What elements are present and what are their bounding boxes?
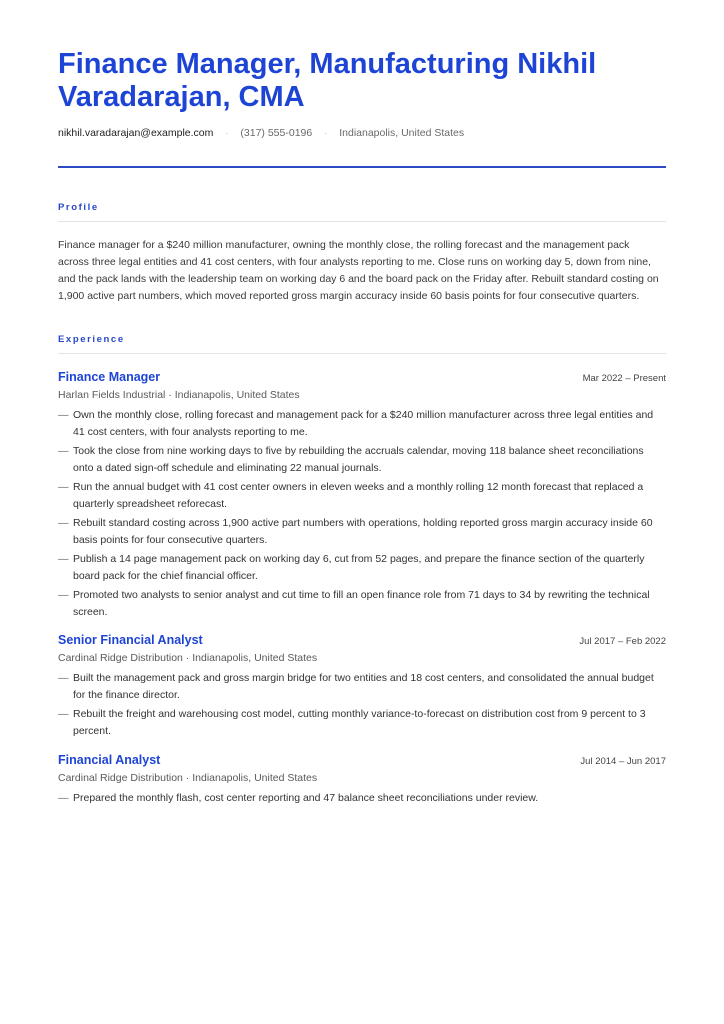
contact-line [58,127,666,139]
job-title: Financial Analyst [58,753,161,767]
bullet-item [58,443,663,477]
job-title: Finance Manager [58,370,161,384]
bullet-text: Run the annual budget with 41 cost center owners in eleven weeks and a monthly rolling 12 month forecast that replaced a quarterly spreadsheet reforecast. [73,481,644,510]
job-header [58,370,666,384]
bullet-text: Own the monthly close, rolling forecast and management pack for a $240 million manufacturer across three legal entities and 41 cost centers, with four analysts reporting to me. [73,409,654,438]
bullet-text: Prepared the monthly flash, cost center reporting and 47 balance sheet reconciliations under review. [73,792,539,804]
job-dates: Jul 2017 – Feb 2022 [579,636,666,647]
job-entry [58,370,666,621]
job-bullets [58,790,666,807]
contact-phone: (317) 555-0196 [240,127,313,139]
job-dates: Jul 2014 – Jun 2017 [580,756,666,767]
job-company: Cardinal Ridge Distribution · Indianapolis, United States [58,652,318,664]
bullet-text: Rebuilt the freight and warehousing cost model, cutting monthly variance-to-forecast on distribution cost from 9 percent to 3 percent. [73,708,646,737]
bullet-marker: — [58,792,69,804]
profile-summary: Finance manager for a $240 million manufacturer, owning the monthly close, the rolling forecast and the management pack across three legal entities and 41 cost centers, with four analysts reporting to me. Close runs on working day 5, down from nine, and the pack lands with the leadership team on working day 6 and the board pack on the Friday after. Rebuilt standard costing on 1,900 active part numbers, which moved reported gross margin accuracy inside 60 basis points for four consecutive quarters. [58,239,659,302]
job-entry [58,753,666,807]
bullet-item [58,706,663,740]
job-dates: Mar 2022 – Present [582,373,666,384]
job-bullets [58,407,666,621]
section-heading-experience: Experience [58,334,666,354]
bullet-item [58,515,663,549]
bullet-item [58,587,663,621]
bullet-marker: — [58,445,69,457]
job-header [58,633,666,647]
bullet-text: Publish a 14 page management pack on working day 6, cut from 52 pages, and prepare the finance section of the quarterly board pack for the chief financial officer. [73,553,645,582]
bullet-marker: — [58,517,69,529]
bullet-text: Rebuilt standard costing across 1,900 active part numbers with operations, holding reported gross margin accuracy inside 60 basis points for four consecutive quarters. [73,517,653,546]
job-header [58,753,666,767]
contact-separator: · [225,128,229,138]
bullet-item [58,670,663,704]
job-company: Harlan Fields Industrial · Indianapolis, United States [58,389,300,401]
bullet-marker: — [58,672,69,684]
bullet-item [58,551,663,585]
contact-location: Indianapolis, United States [339,127,465,139]
bullet-marker: — [58,708,69,720]
contact-separator: · [324,128,328,138]
bullet-item [58,790,663,807]
job-company: Cardinal Ridge Distribution · Indianapolis, United States [58,772,318,784]
bullet-text: Promoted two analysts to senior analyst and cut time to fill an open finance role from 71 days to 34 by rewriting the technical screen. [73,589,650,618]
header-divider [58,166,666,168]
section-heading-profile: Profile [58,202,666,222]
contact-email: nikhil.varadarajan@example.com [58,127,214,139]
job-title: Senior Financial Analyst [58,633,203,647]
bullet-marker: — [58,589,69,601]
bullet-marker: — [58,553,69,565]
page-title: Finance Manager, Manufacturing Nikhil Varadarajan, CMA [58,48,597,113]
bullet-item [58,479,663,513]
bullet-text: Built the management pack and gross margin bridge for two entities and 18 cost centers, and consolidated the annual budget for the finance director. [73,672,654,701]
bullet-item [58,407,663,441]
job-bullets [58,670,666,740]
job-entry [58,633,666,740]
bullet-marker: — [58,481,69,493]
bullet-marker: — [58,409,69,421]
bullet-text: Took the close from nine working days to five by rebuilding the accruals calendar, moving 118 balance sheet reconciliations onto a dated sign-off schedule and eliminating 22 manual journals. [73,445,644,474]
